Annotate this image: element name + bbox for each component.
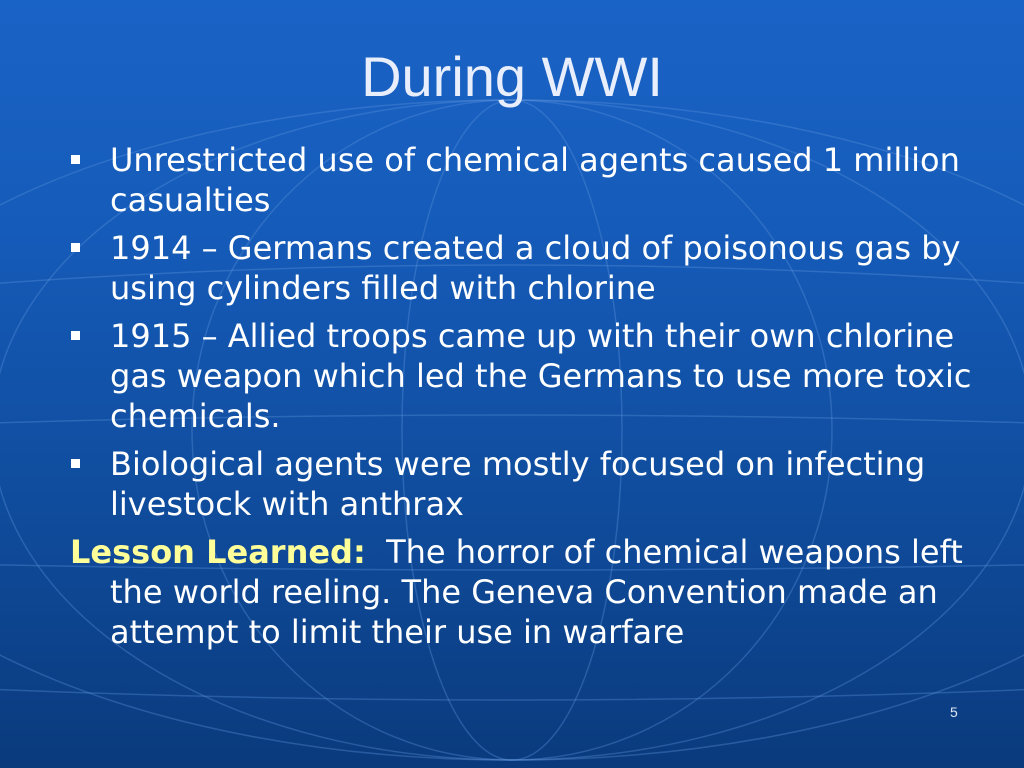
bullet-item [70,228,990,308]
lesson-text: The horror of chemical weapons left the world reeling. The Geneva Convention made an attempt to limit their use in warfare [110,533,963,651]
bullet-item [70,316,990,436]
square-bullet-icon [71,459,80,468]
page-number: 5 [950,704,958,720]
bullet-text: Unrestricted use of chemical agents caused 1 million casualties [110,141,960,219]
bullet-text: Biological agents were mostly focused on infecting livestock with anthrax [110,445,926,523]
square-bullet-icon [71,243,80,252]
bullet-text: 1914 – Germans created a cloud of poisonous gas by using cylinders filled with chlorine [110,229,961,307]
lesson-label: Lesson Learned: [70,533,366,571]
square-bullet-icon [71,331,80,340]
slide-body [70,140,990,652]
square-bullet-icon [71,155,80,164]
slide-title: During WWI [361,45,663,108]
bullet-text: 1915 – Allied troops came up with their own chlorine gas weapon which led the Germans to use more toxic chemicals. [110,317,972,435]
bullet-item [70,140,990,220]
bullet-item [70,444,990,524]
lesson-learned [70,532,990,652]
